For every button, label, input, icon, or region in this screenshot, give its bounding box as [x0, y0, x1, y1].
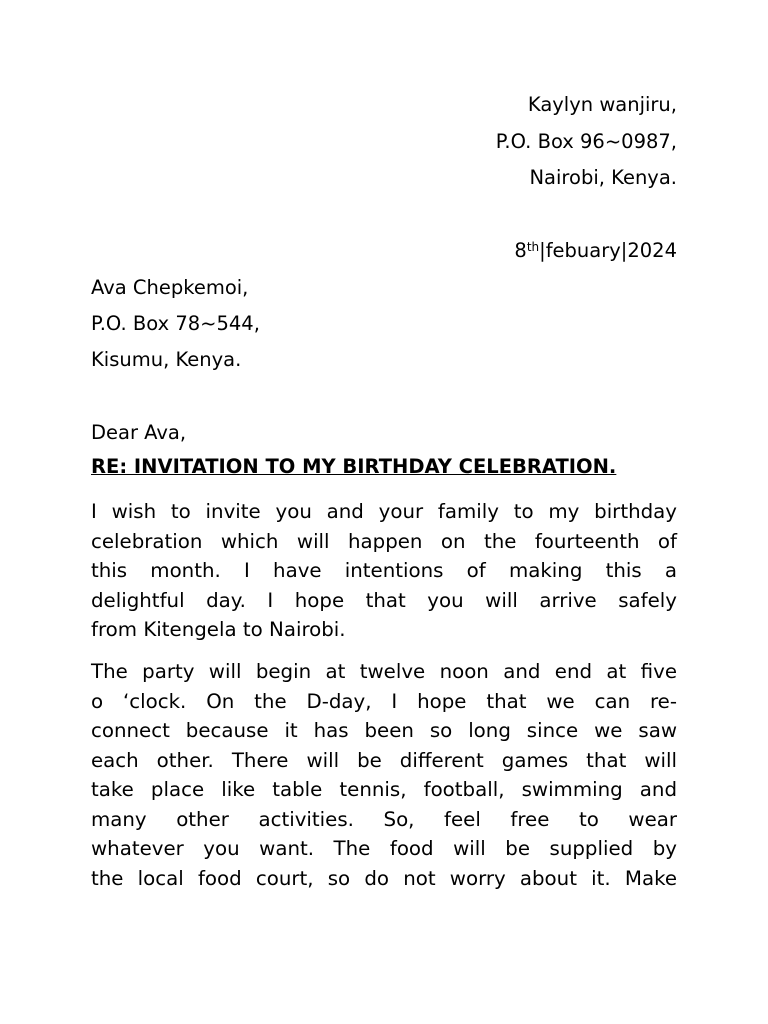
- date-suffix: th: [526, 240, 540, 254]
- paragraph-line: take place like table tennis, football, swimming and: [91, 778, 677, 801]
- paragraph-line: from Kitengela to Nairobi.: [91, 618, 346, 641]
- sender-box: P.O. Box 96~0987,: [495, 130, 677, 153]
- paragraph-line: celebration which will happen on the fourteenth of: [91, 529, 677, 553]
- paragraph-line: many other activities. So, feel free to wear: [91, 807, 677, 831]
- paragraph-line: this month. I have intentions of making this a: [91, 559, 677, 582]
- paragraph-line: each other. There will be different games that will: [91, 748, 677, 772]
- salutation: Dear Ava,: [91, 421, 187, 444]
- paragraph-line: whatever you want. The food will be supplied by: [91, 837, 677, 860]
- recipient-city: Kisumu, Kenya.: [91, 348, 242, 371]
- recipient-box: P.O. Box 78~544,: [91, 312, 260, 335]
- sender-name: Kaylyn wanjiru,: [527, 93, 677, 116]
- date-day: 8: [514, 239, 527, 262]
- letter-date: [514, 239, 677, 263]
- recipient-name: Ava Chepkemoi,: [91, 276, 249, 299]
- paragraph-line: the local food court, so do not worry about it. Make: [91, 866, 677, 890]
- paragraph-line: I wish to invite you and your family to my birthday: [91, 500, 677, 523]
- subject-line: RE: INVITATION TO MY BIRTHDAY CELEBRATION.: [91, 455, 617, 478]
- date-rest: |febuary|2024: [539, 239, 677, 262]
- paragraph-line: connect because it has been so long since we saw: [91, 719, 677, 742]
- paragraph-line: The party will begin at twelve noon and end at five: [91, 660, 677, 683]
- paragraph-1: [91, 497, 677, 645]
- paragraph-line: delightful day. I hope that you will arrive safely: [91, 588, 677, 612]
- paragraph-2: [91, 657, 677, 893]
- paragraph-line: o ‘clock. On the D-day, I hope that we can re-: [91, 689, 677, 713]
- sender-city: Nairobi, Kenya.: [529, 166, 677, 189]
